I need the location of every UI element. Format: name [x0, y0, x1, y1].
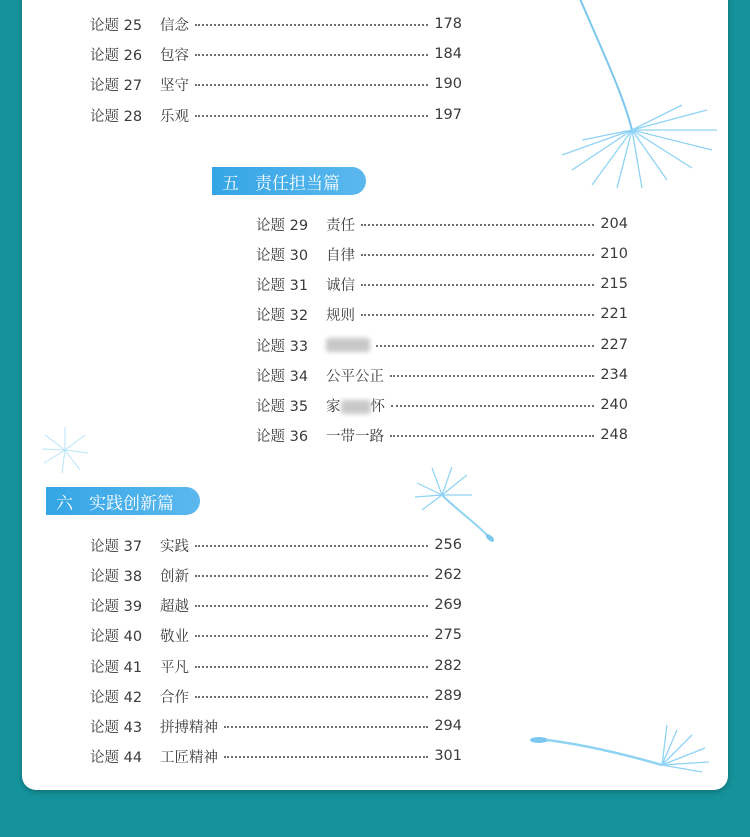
leader-dots — [391, 405, 594, 407]
toc-row[interactable] — [90, 564, 462, 586]
redaction-blur — [341, 400, 371, 414]
page-number: 184 — [434, 46, 462, 62]
page-number: 178 — [434, 16, 462, 32]
dandelion-seed-icon — [40, 425, 90, 475]
toc-row[interactable] — [90, 715, 462, 737]
leader-dots — [195, 575, 428, 577]
topic-number: 论题 38 — [90, 568, 143, 585]
redaction-blur — [326, 338, 370, 352]
topic-number: 论题 34 — [256, 368, 309, 385]
toc-row[interactable] — [90, 13, 462, 35]
topic-title: 规则 — [326, 307, 355, 324]
topic-number: 论题 44 — [90, 749, 143, 766]
leader-dots — [390, 375, 594, 377]
section-header-5 — [212, 167, 366, 195]
topic-number: 论题 26 — [90, 47, 143, 64]
topic-number: 论题 28 — [90, 108, 143, 125]
topic-title: 合作 — [160, 689, 189, 706]
section-number: 六 — [56, 493, 73, 514]
page-number: 248 — [600, 427, 628, 443]
toc-row[interactable] — [256, 273, 628, 295]
topic-title: 乐观 — [160, 108, 189, 125]
topic-number: 论题 40 — [90, 628, 143, 645]
page-number: 301 — [434, 748, 462, 764]
toc-row[interactable] — [90, 655, 462, 677]
toc-row[interactable] — [90, 73, 462, 95]
leader-dots — [195, 54, 428, 56]
topic-title-redacted — [326, 337, 370, 353]
dandelion-seed-icon — [527, 710, 717, 780]
leader-dots — [361, 284, 594, 286]
topic-title: 责任 — [326, 217, 355, 234]
page-number: 215 — [600, 276, 628, 292]
topic-title: 坚守 — [160, 77, 189, 94]
topic-number: 论题 37 — [90, 538, 143, 555]
leader-dots — [390, 435, 594, 437]
topic-title: 创新 — [160, 568, 189, 585]
section-title: 实践创新篇 — [89, 493, 174, 514]
topic-number: 论题 39 — [90, 598, 143, 615]
toc-row[interactable] — [256, 334, 628, 356]
page-number: 294 — [434, 718, 462, 734]
section-title: 责任担当篇 — [255, 173, 340, 194]
leader-dots — [361, 314, 594, 316]
toc-page — [22, 0, 728, 790]
leader-dots — [195, 545, 428, 547]
topic-title: 包容 — [160, 47, 189, 64]
toc-row[interactable] — [90, 43, 462, 65]
toc-row[interactable] — [256, 424, 628, 446]
page-number: 210 — [600, 246, 628, 262]
page-number: 234 — [600, 367, 628, 383]
toc-row[interactable] — [90, 594, 462, 616]
toc-row[interactable] — [90, 624, 462, 646]
topic-title: 敬业 — [160, 628, 189, 645]
toc-row[interactable] — [256, 303, 628, 325]
toc-row[interactable] — [256, 364, 628, 386]
toc-row[interactable] — [90, 534, 462, 556]
topic-title: 公平公正 — [326, 368, 384, 385]
topic-number: 论题 43 — [90, 719, 143, 736]
page-number: 262 — [434, 567, 462, 583]
topic-title: 一带一路 — [326, 428, 384, 445]
toc-row[interactable] — [256, 243, 628, 265]
topic-title: 拼搏精神 — [160, 719, 218, 736]
leader-dots — [195, 666, 428, 668]
toc-row[interactable] — [90, 685, 462, 707]
page-number: 256 — [434, 537, 462, 553]
topic-number: 论题 41 — [90, 659, 143, 676]
leader-dots — [195, 635, 428, 637]
leader-dots — [376, 345, 594, 347]
dandelion-icon — [552, 0, 728, 190]
page-number: 190 — [434, 76, 462, 92]
leader-dots — [195, 115, 428, 117]
page-number: 269 — [434, 597, 462, 613]
page-number: 227 — [600, 337, 628, 353]
page-number: 221 — [600, 306, 628, 322]
topic-title: 家 怀 — [326, 398, 385, 415]
topic-number: 论题 27 — [90, 77, 143, 94]
page-number: 197 — [434, 107, 462, 123]
topic-number: 论题 33 — [256, 338, 309, 355]
topic-number: 论题 36 — [256, 428, 309, 445]
toc-row[interactable] — [256, 213, 628, 235]
leader-dots — [361, 254, 594, 256]
topic-number: 论题 31 — [256, 277, 309, 294]
topic-number: 论题 42 — [90, 689, 143, 706]
toc-row[interactable] — [90, 745, 462, 767]
topic-number: 论题 30 — [256, 247, 309, 264]
topic-title: 平凡 — [160, 659, 189, 676]
section-number: 五 — [222, 173, 239, 194]
leader-dots — [361, 224, 594, 226]
leader-dots — [195, 24, 428, 26]
topic-number: 论题 32 — [256, 307, 309, 324]
page-number: 204 — [600, 216, 628, 232]
page-number: 289 — [434, 688, 462, 704]
topic-title: 自律 — [326, 247, 355, 264]
page-number: 240 — [600, 397, 628, 413]
topic-title: 超越 — [160, 598, 189, 615]
leader-dots — [195, 696, 428, 698]
topic-title: 工匠精神 — [160, 749, 218, 766]
leader-dots — [195, 605, 428, 607]
toc-row[interactable] — [256, 394, 628, 416]
leader-dots — [195, 84, 428, 86]
topic-title: 诚信 — [326, 277, 355, 294]
leader-dots — [224, 756, 428, 758]
topic-number: 论题 25 — [90, 17, 143, 34]
topic-title: 实践 — [160, 538, 189, 555]
topic-number: 论题 29 — [256, 217, 309, 234]
toc-row[interactable] — [90, 104, 462, 126]
topic-number: 论题 35 — [256, 398, 309, 415]
page-number: 282 — [434, 658, 462, 674]
topic-title: 信念 — [160, 17, 189, 34]
leader-dots — [224, 726, 428, 728]
page-number: 275 — [434, 627, 462, 643]
section-header-6 — [46, 487, 200, 515]
